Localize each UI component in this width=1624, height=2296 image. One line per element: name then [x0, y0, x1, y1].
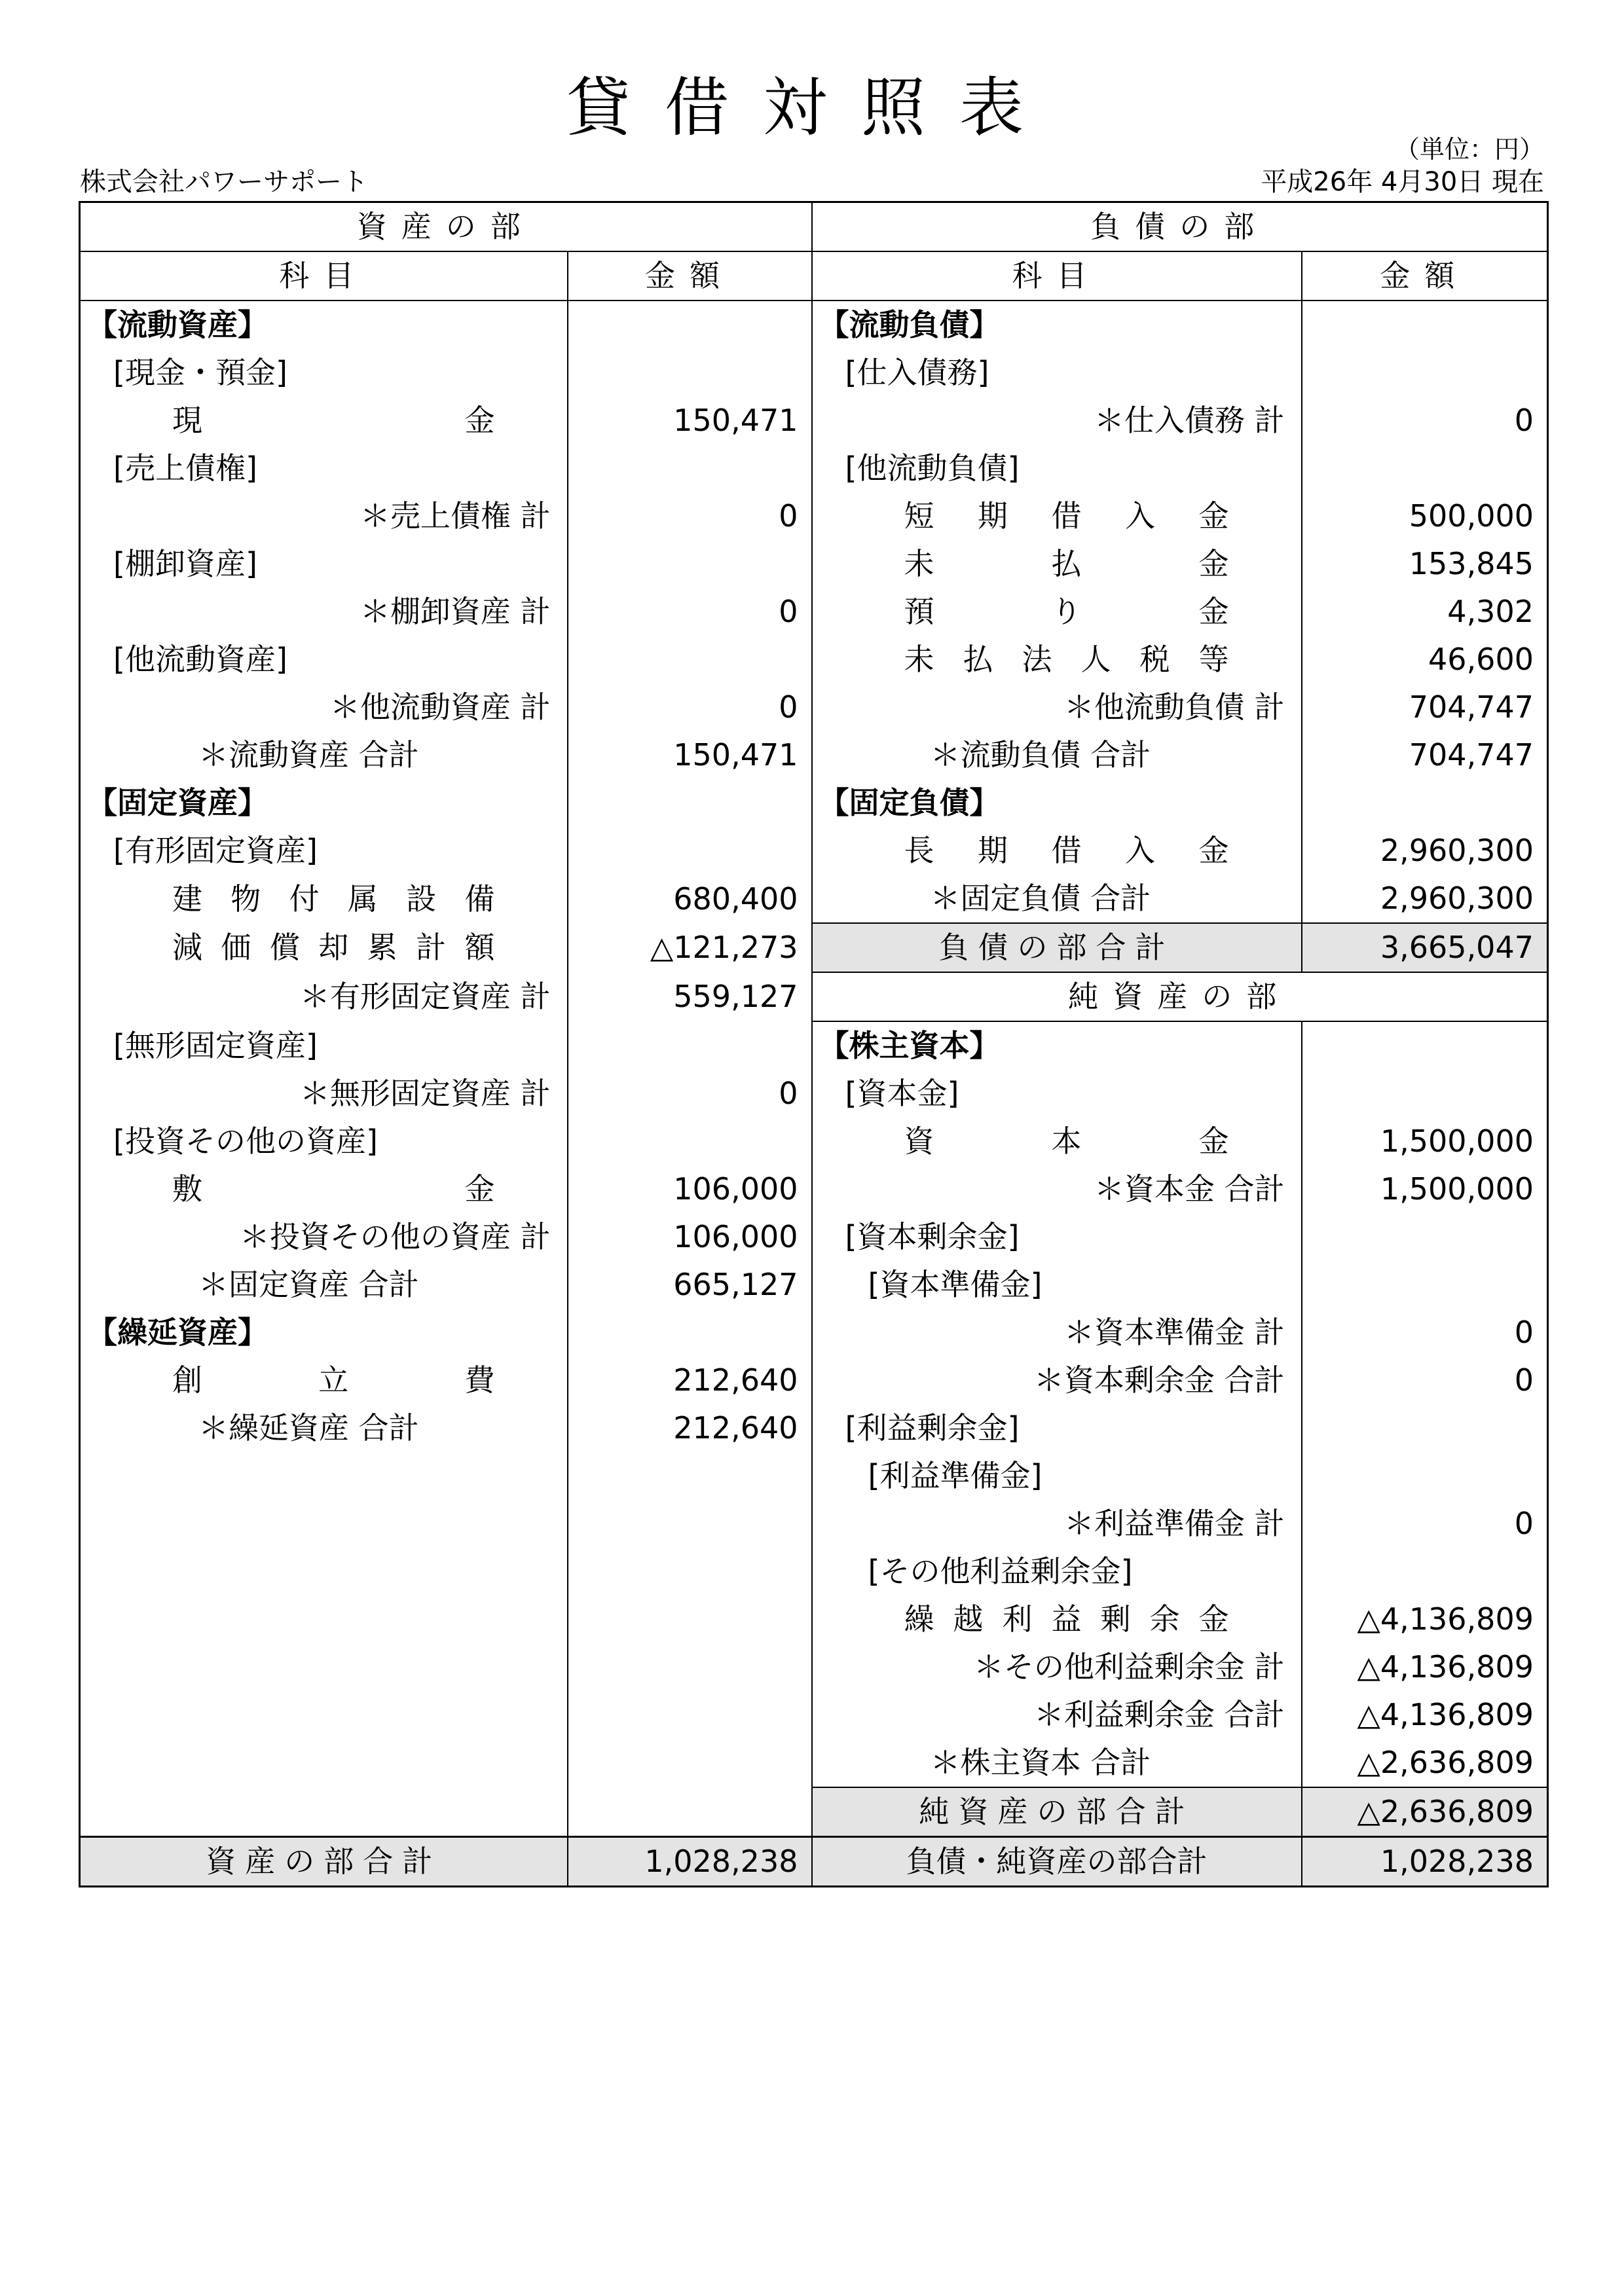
table-row	[80, 1691, 1548, 1739]
left-item-2	[80, 397, 568, 445]
left-item-4: ＊売上債権 計	[80, 492, 568, 540]
left-item-5: [棚卸資産]	[80, 540, 568, 588]
unit-label: （単位：円）	[1394, 135, 1544, 164]
right-amount-10	[1302, 779, 1548, 827]
left-item-0: 【流動資産】	[80, 301, 568, 349]
right-amount-1	[1302, 349, 1548, 397]
left-amount-2: 150,471	[568, 397, 812, 445]
right-item-text-5: 未 払 金	[904, 546, 1229, 581]
right-amount-18: 1,500,000	[1302, 1165, 1548, 1213]
right-amount-30: △2,636,809	[1302, 1739, 1548, 1787]
column-header-row	[80, 251, 1548, 301]
table-row	[80, 875, 1548, 923]
liab-equity-total-label: 負債・純資産の部合計	[812, 1837, 1302, 1887]
balance-sheet-body	[80, 301, 1548, 1837]
table-row	[80, 636, 1548, 683]
table-row	[80, 923, 1548, 972]
left-amount-19: 106,000	[568, 1213, 812, 1261]
left-amount-13: △121,273	[568, 923, 812, 972]
right-item-16: [資本金]	[812, 1070, 1302, 1118]
right-item-text-17: 資 本 金	[904, 1123, 1229, 1159]
right-amount-5: 153,845	[1302, 540, 1548, 588]
table-row	[80, 1165, 1548, 1213]
right-item-17	[812, 1118, 1302, 1165]
right-item-15: 【株主資本】	[812, 1021, 1302, 1070]
table-row	[80, 301, 1548, 349]
left-item-text-18: 敷 金	[172, 1171, 495, 1207]
right-amount-16	[1302, 1070, 1548, 1118]
right-item-9: ＊流動負債 合計	[812, 731, 1302, 779]
right-item-27	[812, 1595, 1302, 1643]
right-amount-22: 0	[1302, 1357, 1548, 1404]
left-amount-28	[568, 1643, 812, 1691]
company-name: 株式会社パワーサポート	[80, 167, 368, 197]
left-item-25	[80, 1500, 568, 1548]
right-item-13: 負債の部合計	[812, 923, 1302, 972]
right-item-4	[812, 492, 1302, 540]
right-item-19: [資本剰余金]	[812, 1213, 1302, 1261]
left-item-26	[80, 1548, 568, 1595]
left-item-27	[80, 1595, 568, 1643]
left-item-28	[80, 1643, 568, 1691]
right-item-5	[812, 540, 1302, 588]
left-amount-18: 106,000	[568, 1165, 812, 1213]
left-amount-31	[568, 1787, 812, 1837]
left-item-15: [無形固定資産]	[80, 1021, 568, 1070]
table-row	[80, 683, 1548, 731]
right-amount-27: △4,136,809	[1302, 1595, 1548, 1643]
left-item-31	[80, 1787, 568, 1837]
right-amount-23	[1302, 1404, 1548, 1452]
left-item-text-12: 建 物 付 属 設 備	[172, 881, 495, 917]
left-item-14: ＊有形固定資産 計	[80, 972, 568, 1021]
left-item-1: [現金・預金]	[80, 349, 568, 397]
right-item-30: ＊株主資本 合計	[812, 1739, 1302, 1787]
table-row	[80, 492, 1548, 540]
right-item-text-7: 未 払 法 人 税 等	[904, 642, 1229, 677]
left-item-12	[80, 875, 568, 923]
right-item-23: [利益剰余金]	[812, 1404, 1302, 1452]
assets-total-label: 資産の部合計	[80, 1837, 568, 1887]
left-amount-29	[568, 1691, 812, 1739]
left-amount-4: 0	[568, 492, 812, 540]
left-item-8: ＊他流動資産 計	[80, 683, 568, 731]
left-item-24	[80, 1452, 568, 1500]
left-amount-30	[568, 1739, 812, 1787]
assets-item-header: 科目	[80, 251, 568, 301]
right-amount-8: 704,747	[1302, 683, 1548, 731]
right-item-20: [資本準備金]	[812, 1261, 1302, 1309]
table-row	[80, 972, 1548, 1021]
right-amount-9: 704,747	[1302, 731, 1548, 779]
liab-equity-total-amount: 1,028,238	[1302, 1837, 1548, 1887]
table-row	[80, 1739, 1548, 1787]
right-amount-4: 500,000	[1302, 492, 1548, 540]
right-item-6	[812, 588, 1302, 636]
right-item-text-4: 短 期 借 入 金	[904, 498, 1229, 534]
table-row	[80, 1021, 1548, 1070]
table-row	[80, 349, 1548, 397]
left-item-10: 【固定資産】	[80, 779, 568, 827]
table-row	[80, 445, 1548, 492]
liabilities-section-header: 負債の部	[812, 202, 1548, 252]
left-amount-26	[568, 1548, 812, 1595]
liabilities-amount-header: 金額	[1302, 251, 1548, 301]
table-row	[80, 1309, 1548, 1357]
left-amount-27	[568, 1595, 812, 1643]
left-amount-24	[568, 1452, 812, 1500]
left-amount-22: 212,640	[568, 1357, 812, 1404]
right-amount-11: 2,960,300	[1302, 827, 1548, 875]
left-amount-17	[568, 1118, 812, 1165]
table-row	[80, 1500, 1548, 1548]
left-amount-10	[568, 779, 812, 827]
left-amount-9: 150,471	[568, 731, 812, 779]
right-item-29: ＊利益剰余金 合計	[812, 1691, 1302, 1739]
left-item-6: ＊棚卸資産 計	[80, 588, 568, 636]
right-item-2: ＊仕入債務 計	[812, 397, 1302, 445]
table-row	[80, 779, 1548, 827]
left-item-text-2: 現 金	[172, 403, 495, 438]
right-item-28: ＊その他利益剰余金 計	[812, 1643, 1302, 1691]
right-item-31: 純資産の部合計	[812, 1787, 1302, 1837]
liabilities-item-header: 科目	[812, 251, 1302, 301]
right-amount-6: 4,302	[1302, 588, 1548, 636]
right-item-3: [他流動負債]	[812, 445, 1302, 492]
left-amount-1	[568, 349, 812, 397]
right-item-12: ＊固定負債 合計	[812, 875, 1302, 923]
right-amount-31: △2,636,809	[1302, 1787, 1548, 1837]
right-amount-13: 3,665,047	[1302, 923, 1548, 972]
left-item-11: [有形固定資産]	[80, 827, 568, 875]
right-amount-25: 0	[1302, 1500, 1548, 1548]
left-amount-12: 680,400	[568, 875, 812, 923]
right-item-24: [利益準備金]	[812, 1452, 1302, 1500]
table-row	[80, 540, 1548, 588]
right-amount-2: 0	[1302, 397, 1548, 445]
left-amount-23: 212,640	[568, 1404, 812, 1452]
table-row	[80, 588, 1548, 636]
table-row	[80, 1070, 1548, 1118]
right-amount-19	[1302, 1213, 1548, 1261]
left-item-9: ＊流動資産 合計	[80, 731, 568, 779]
left-item-16: ＊無形固定資産 計	[80, 1070, 568, 1118]
page-title: 貸借対照表	[566, 71, 1058, 145]
left-amount-20: 665,127	[568, 1261, 812, 1309]
left-amount-3	[568, 445, 812, 492]
right-item-0: 【流動負債】	[812, 301, 1302, 349]
table-row	[80, 1643, 1548, 1691]
left-item-18	[80, 1165, 568, 1213]
left-amount-15	[568, 1021, 812, 1070]
assets-total-amount: 1,028,238	[568, 1837, 812, 1887]
balance-sheet-table	[79, 201, 1549, 1887]
left-item-13	[80, 923, 568, 972]
as-of-date: 平成26年 4月30日 現在	[1261, 167, 1544, 197]
left-item-20: ＊固定資産 合計	[80, 1261, 568, 1309]
right-amount-7: 46,600	[1302, 636, 1548, 683]
right-amount-24	[1302, 1452, 1548, 1500]
left-item-29	[80, 1691, 568, 1739]
grand-total-row	[80, 1837, 1548, 1887]
left-amount-6: 0	[568, 588, 812, 636]
left-amount-7	[568, 636, 812, 683]
left-item-3: [売上債権]	[80, 445, 568, 492]
left-item-22	[80, 1357, 568, 1404]
table-row	[80, 1452, 1548, 1500]
left-amount-21	[568, 1309, 812, 1357]
left-amount-5	[568, 540, 812, 588]
right-amount-17: 1,500,000	[1302, 1118, 1548, 1165]
section-header-row	[80, 202, 1548, 252]
left-amount-14: 559,127	[568, 972, 812, 1021]
right-amount-15	[1302, 1021, 1548, 1070]
left-amount-8: 0	[568, 683, 812, 731]
right-item-text-11: 長 期 借 入 金	[904, 833, 1229, 868]
left-item-30	[80, 1739, 568, 1787]
left-item-text-13: 減 価 償 却 累 計 額	[172, 930, 495, 965]
right-item-7	[812, 636, 1302, 683]
table-row	[80, 1404, 1548, 1452]
left-amount-0	[568, 301, 812, 349]
right-amount-3	[1302, 445, 1548, 492]
left-amount-11	[568, 827, 812, 875]
right-item-8: ＊他流動負債 計	[812, 683, 1302, 731]
right-item-text-6: 預 り 金	[904, 594, 1229, 629]
table-row	[80, 1118, 1548, 1165]
assets-section-header: 資産の部	[80, 202, 812, 252]
right-amount-26	[1302, 1548, 1548, 1595]
table-row	[80, 1787, 1548, 1837]
right-item-25: ＊利益準備金 計	[812, 1500, 1302, 1548]
table-row	[80, 731, 1548, 779]
right-item-10: 【固定負債】	[812, 779, 1302, 827]
right-item-14: 純資産の部	[812, 972, 1548, 1021]
table-row	[80, 1261, 1548, 1309]
table-row	[80, 1357, 1548, 1404]
left-amount-25	[568, 1500, 812, 1548]
right-amount-21: 0	[1302, 1309, 1548, 1357]
right-item-26: [その他利益剰余金]	[812, 1548, 1302, 1595]
right-amount-28: △4,136,809	[1302, 1643, 1548, 1691]
right-amount-20	[1302, 1261, 1548, 1309]
right-amount-29: △4,136,809	[1302, 1691, 1548, 1739]
table-row	[80, 827, 1548, 875]
table-row	[80, 1213, 1548, 1261]
right-item-21: ＊資本準備金 計	[812, 1309, 1302, 1357]
right-item-22: ＊資本剰余金 合計	[812, 1357, 1302, 1404]
left-item-21: 【繰延資産】	[80, 1309, 568, 1357]
left-item-17: [投資その他の資産]	[80, 1118, 568, 1165]
right-amount-12: 2,960,300	[1302, 875, 1548, 923]
assets-amount-header: 金額	[568, 251, 812, 301]
table-row	[80, 1548, 1548, 1595]
left-item-19: ＊投資その他の資産 計	[80, 1213, 568, 1261]
table-row	[80, 1595, 1548, 1643]
right-item-18: ＊資本金 合計	[812, 1165, 1302, 1213]
left-item-text-22: 創 立 費	[172, 1362, 495, 1398]
right-item-1: [仕入債務]	[812, 349, 1302, 397]
right-item-11	[812, 827, 1302, 875]
table-row	[80, 397, 1548, 445]
left-amount-16: 0	[568, 1070, 812, 1118]
right-amount-0	[1302, 301, 1548, 349]
left-item-23: ＊繰延資産 合計	[80, 1404, 568, 1452]
right-item-text-27: 繰 越 利 益 剰 余 金	[904, 1601, 1229, 1637]
left-item-7: [他流動資産]	[80, 636, 568, 683]
